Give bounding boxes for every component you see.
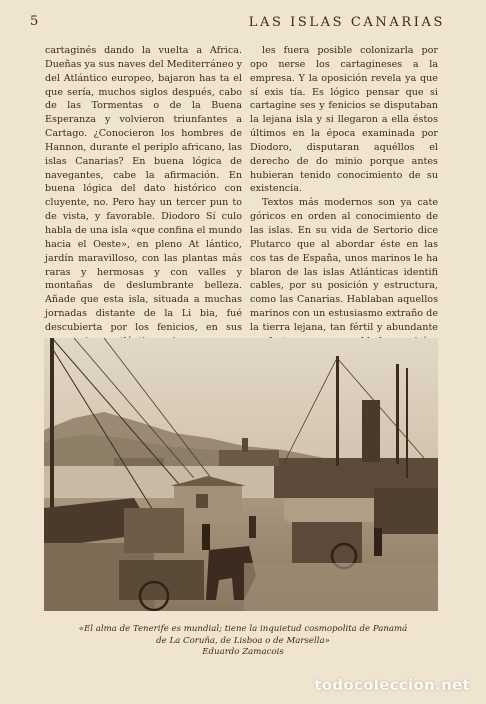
- caption-line-2: de La Coruña, de Lisboa o de Marsella»: [156, 635, 330, 646]
- photo-cart-right: [292, 518, 362, 563]
- harbor-photograph: [44, 338, 438, 611]
- page-header: [30, 14, 445, 32]
- harbor-scene-image: [44, 338, 438, 611]
- photo-person-3: [249, 516, 256, 538]
- left-text-column: [45, 44, 242, 349]
- running-title: LAS ISLAS CANARIAS: [248, 15, 445, 30]
- page-number: 5: [30, 14, 39, 29]
- photo-ship-funnel: [362, 400, 380, 462]
- photo-lamp-post: [406, 368, 408, 478]
- photo-crates-stack: [124, 508, 184, 553]
- photo-caption: [40, 624, 446, 659]
- right-paragraph-1: les fuera posible colonizarla por opo nerse los cartagineses a la empresa. Y la oposición revela ya que sí exis tía. Es lógico pensar que si cartagine ses y fenicios se disputaban la lejana isla y si llegaron a ella éstos últimos en la época examinada por Diodoro, disputaran aquéllos el derecho de do minio porque antes hubieran tenido conocimiento de su existencia.: [250, 45, 438, 195]
- photo-hut-window: [196, 494, 208, 508]
- left-paragraph-1: cartaginés dando la vuelta a Africa. Dueñas ya sus naves del Mediterráneo y del Atlántico europeo, bajaron has ta el que sería, muchos siglos después, cabo de las Tormentas o de la Buena Esperanza y volvieron triunfantes a Cartago. ¿Conocieron los hombres de Hannon, durante el periplo africano, las islas Canarias? En buena lógica de navegantes, cabe la afirmación. En buena lógica del dato histórico con cluyente, no. Pero hay un tercer pun to de vista, y favorable. Diodoro Sí culo habla de una isla «que confina el mundo hacia el Oeste», en pleno At lántico, jardín maravilloso, con las plantas más raras y hermosas y con valles y montañas de deslumbrante belleza. Añade que esta isla, situada a muchas jornadas distante de la Li bia, fué descubierta por los fenicios, en sus: [45, 45, 242, 333]
- photo-person-1: [202, 524, 210, 550]
- photo-pavement: [244, 563, 438, 611]
- photo-ship-mast-2: [396, 364, 399, 464]
- photo-distant-ship-2: [219, 450, 279, 466]
- watermark: todocoleccion.net: [314, 676, 470, 694]
- photo-cart-left: [119, 560, 204, 600]
- caption-line-1: «El alma de Tenerife es mundial; tiene la inquietud cosmopolita de Panamá: [78, 624, 408, 634]
- right-text-column: [250, 44, 438, 362]
- right-paragraph-2: Textos más modernos son ya cate góricos en orden al conocimiento de las islas. En su vida de Sertorio dice Plutarco que al abordar éste en las cos tas de España, unos marinos le ha blaron de las islas Atlánticas identifi cables, por su posición y estructura, como las Canarias. Hablaban aquellos marinos con un estusiasmo extraño de la tierra lejana, tan fértil y abundante: [250, 197, 438, 333]
- photo-ship-mast-1: [336, 356, 339, 466]
- photo-truck: [374, 488, 438, 534]
- photo-distant-funnel: [242, 438, 248, 452]
- photo-person-2: [374, 528, 382, 556]
- caption-author: Eduardo Zamacois: [202, 647, 284, 657]
